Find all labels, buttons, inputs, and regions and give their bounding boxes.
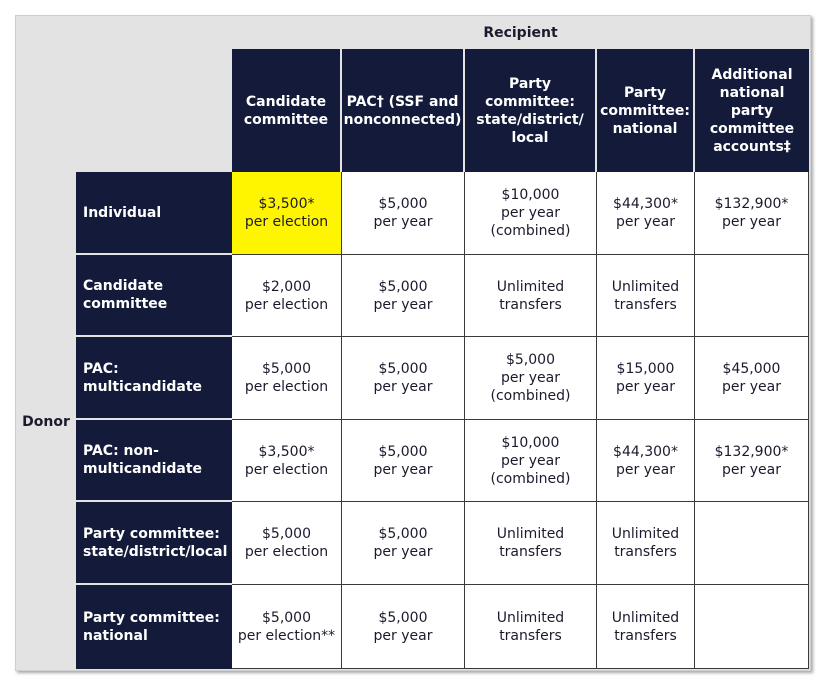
table-cell: $15,000 per year (597, 337, 695, 420)
table-cell: $5,000 per election** (232, 585, 342, 669)
column-header-party-state-local: Party committee: state/district/ local (465, 49, 597, 172)
recipient-label: Recipient (483, 24, 558, 41)
table-cell: $44,300* per year (597, 420, 695, 502)
table-cell (695, 502, 809, 585)
table-cell: $5,000 per year (342, 337, 465, 420)
table-cell: $3,500* per election (232, 420, 342, 502)
table-cell: $132,900* per year (695, 420, 809, 502)
row-header-party-state-local: Party committee: state/district/local (76, 502, 232, 585)
row-header-individual: Individual (76, 172, 232, 255)
table-cell: Unlimited transfers (465, 255, 597, 337)
table-cell: $3,500* per election (232, 172, 342, 255)
table-cell (695, 585, 809, 669)
table-cell: $10,000 per year (combined) (465, 420, 597, 502)
table-cell: $10,000 per year (combined) (465, 172, 597, 255)
table-cell: $5,000 per year (342, 255, 465, 337)
table-cell: $5,000 per election (232, 502, 342, 585)
table-cell: $5,000 per election (232, 337, 342, 420)
table-cell: Unlimited transfers (465, 502, 597, 585)
table-cell: $44,300* per year (597, 172, 695, 255)
table-cell: Unlimited transfers (597, 255, 695, 337)
column-header-party-national: Party committee: national (597, 49, 695, 172)
table-cell: $2,000 per election (232, 255, 342, 337)
table-cell: $132,900* per year (695, 172, 809, 255)
table-cell: Unlimited transfers (465, 585, 597, 669)
table-cell: Unlimited transfers (597, 585, 695, 669)
table-cell (695, 255, 809, 337)
table-cell: $5,000 per year (342, 585, 465, 669)
row-header-pac-multicandidate: PAC: multicandidate (76, 337, 232, 420)
row-header-party-national: Party committee: national (76, 585, 232, 669)
column-header-additional-accounts: Additional national party committee accounts‡ (695, 49, 809, 172)
table-cell: $5,000 per year (combined) (465, 337, 597, 420)
table-cell: Unlimited transfers (597, 502, 695, 585)
donor-label: Donor (22, 414, 70, 430)
table-cell: $5,000 per year (342, 502, 465, 585)
column-header-pac: PAC† (SSF and nonconnected) (342, 49, 465, 172)
row-header-pac-non-multicandidate: PAC: non- multicandidate (76, 420, 232, 502)
table-cell: $45,000 per year (695, 337, 809, 420)
table-cell: $5,000 per year (342, 172, 465, 255)
column-header-candidate-committee: Candidate committee (232, 49, 342, 172)
contribution-limits-table (15, 15, 811, 671)
row-header-candidate-committee: Candidate committee (76, 255, 232, 337)
table-cell: $5,000 per year (342, 420, 465, 502)
